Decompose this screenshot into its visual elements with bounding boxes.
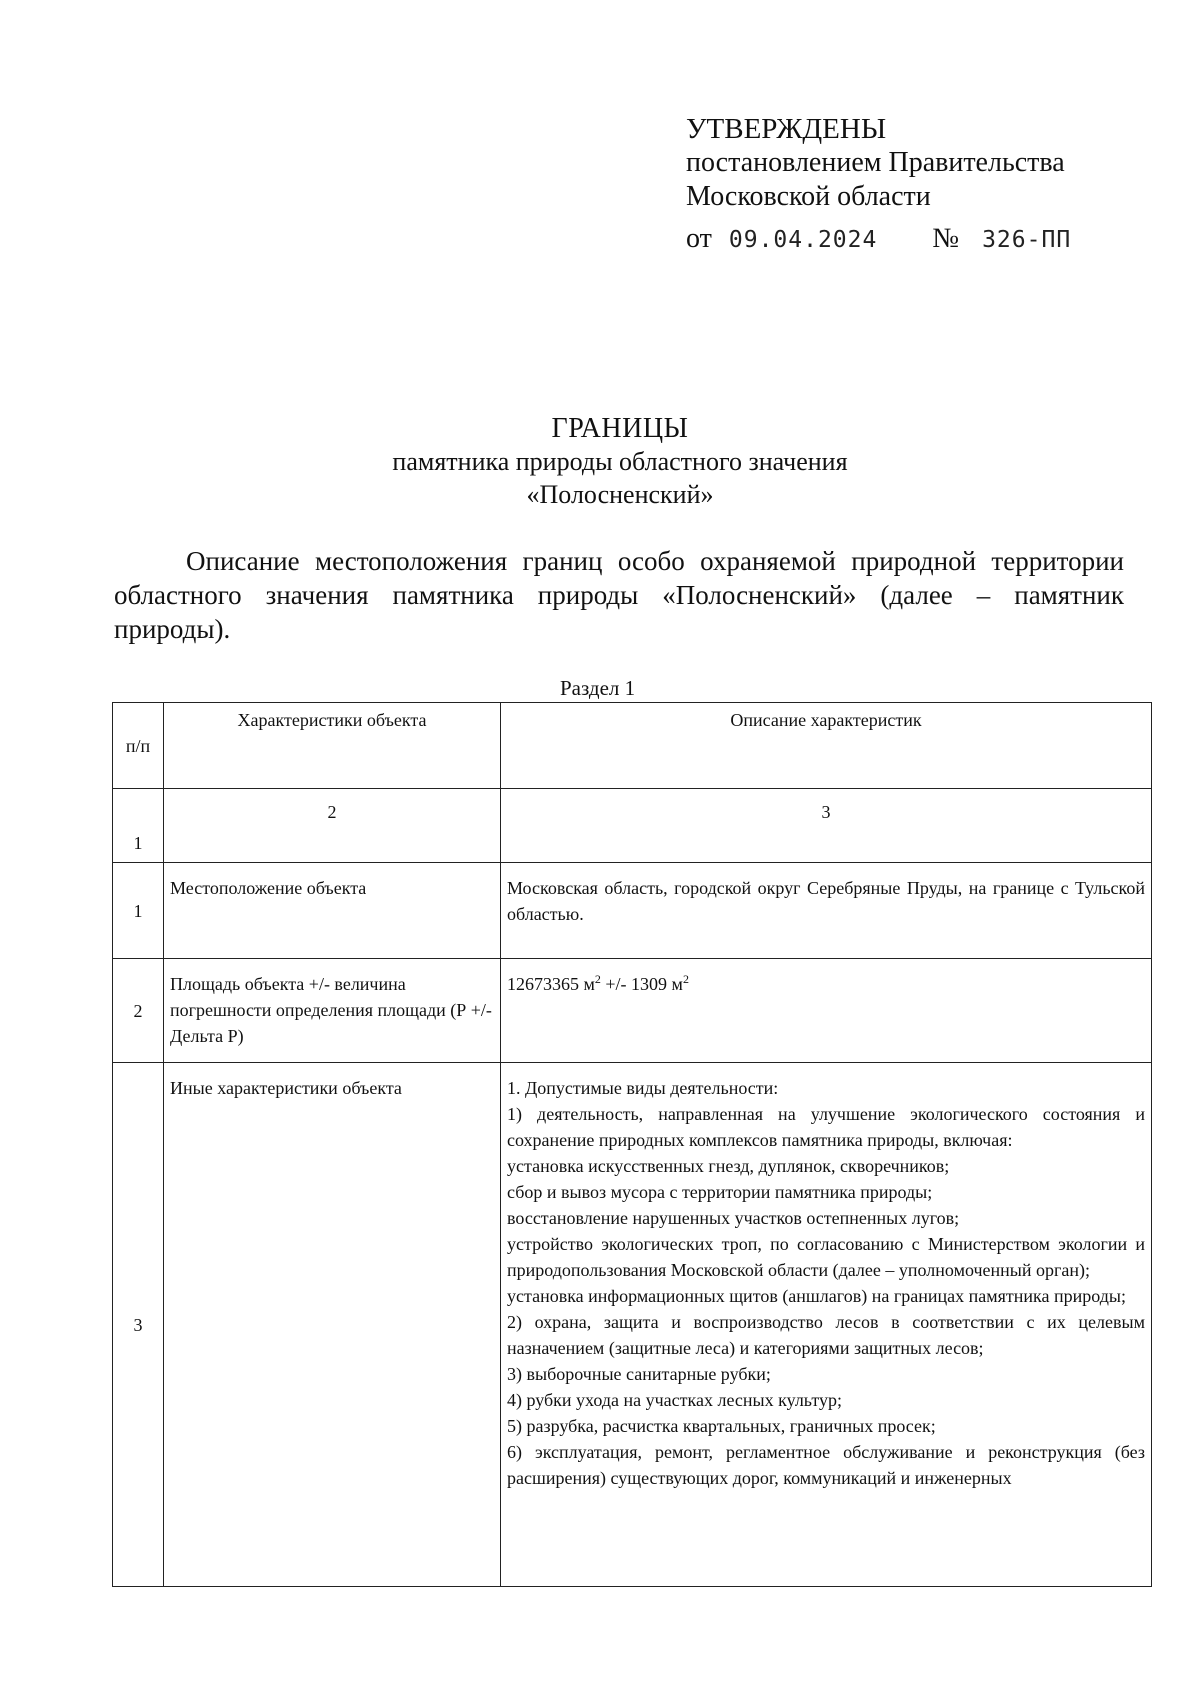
list-item: устройство экологических троп, по согласованию с Министерством экологии и природопользования Московской области (далее – уполномоченный орган); — [507, 1234, 1145, 1280]
row-description: Московская область, городской округ Серебряные Пруды, на границе с Тульской областью. — [501, 863, 1152, 959]
area-tolerance: +/- 1309 м — [600, 974, 683, 994]
approval-line-2: Московской области — [686, 181, 931, 212]
list-item: 3) выборочные санитарные рубки; — [507, 1364, 771, 1384]
list-item: установка искусственных гнезд, дуплянок, скворечников; — [507, 1156, 950, 1176]
row-number: 3 — [113, 1063, 164, 1587]
number-sign: № — [932, 223, 960, 254]
description-paragraph: Описание местоположения границ особо охраняемой природной территории областного значения памятника природы «Полосненский» (далее – памятник природы). — [114, 546, 1124, 644]
row-description — [501, 959, 1152, 1063]
row-characteristic: Иные характеристики объекта — [164, 1063, 501, 1587]
approval-date: 09.04.2024 — [728, 227, 878, 253]
list-item: 2) охрана, защита и воспроизводство лесов в соответствии с их целевым назначением (защитные леса) и категориями защитных лесов; — [507, 1312, 1145, 1358]
section-label: Раздел 1 — [560, 676, 636, 700]
date-prefix: от — [686, 223, 712, 254]
list-item: установка информационных щитов (аншлагов) на границах памятника природы; — [507, 1286, 1126, 1306]
list-item: 6) эксплуатация, ремонт, регламентное обслуживание и реконструкция (без расширения) существующих дорог, коммуникаций и инженерных — [507, 1442, 1145, 1488]
approval-number: 326-ПП — [982, 227, 1072, 253]
table-row — [113, 959, 1152, 1063]
column-number-3: 3 — [501, 789, 1152, 863]
characteristics-table — [112, 702, 1152, 1587]
header-characteristic: Характеристики объекта — [164, 703, 501, 789]
heading-name: «Полосненский» — [526, 480, 714, 509]
list-item: 1. Допустимые виды деятельности: — [507, 1078, 779, 1098]
column-number-1: 1 — [113, 789, 164, 863]
column-numbers-row — [113, 789, 1152, 863]
table-row — [113, 863, 1152, 959]
row-number: 1 — [113, 863, 164, 959]
list-item: 1) деятельность, направленная на улучшение экологического состояния и сохранение природных комплексов памятника природы, включая: — [507, 1104, 1145, 1150]
header-description: Описание характеристик — [501, 703, 1152, 789]
header-number: п/п — [113, 703, 164, 789]
row-characteristic: Площадь объекта +/- величина погрешности определения площади (Р +/- Дельта Р) — [164, 959, 501, 1063]
heading-title: ГРАНИЦЫ — [551, 413, 689, 444]
row-characteristic: Местоположение объекта — [164, 863, 501, 959]
area-unit-sup: 2 — [594, 972, 601, 986]
approval-date-line — [686, 222, 1071, 257]
list-item: сбор и вывоз мусора с территории памятника природы; — [507, 1182, 933, 1202]
table-row — [113, 1063, 1152, 1587]
approval-block — [686, 112, 1071, 257]
tolerance-unit-sup: 2 — [682, 972, 689, 986]
column-number-2: 2 — [164, 789, 501, 863]
heading-subtitle: памятника природы областного значения — [392, 447, 848, 476]
list-item: 5) разрубка, расчистка квартальных, граничных просек; — [507, 1416, 936, 1436]
area-value: 12673365 м — [507, 974, 595, 994]
approval-title: УТВЕРЖДЕНЫ — [686, 113, 887, 145]
list-item: восстановление нарушенных участков остепненных лугов; — [507, 1208, 960, 1228]
list-item: 4) рубки ухода на участках лесных культур; — [507, 1390, 842, 1410]
row-description — [501, 1063, 1152, 1587]
table-header-row — [113, 703, 1152, 789]
approval-line-1: постановлением Правительства — [686, 147, 1065, 178]
row-number: 2 — [113, 959, 164, 1063]
document-heading — [100, 412, 1140, 511]
